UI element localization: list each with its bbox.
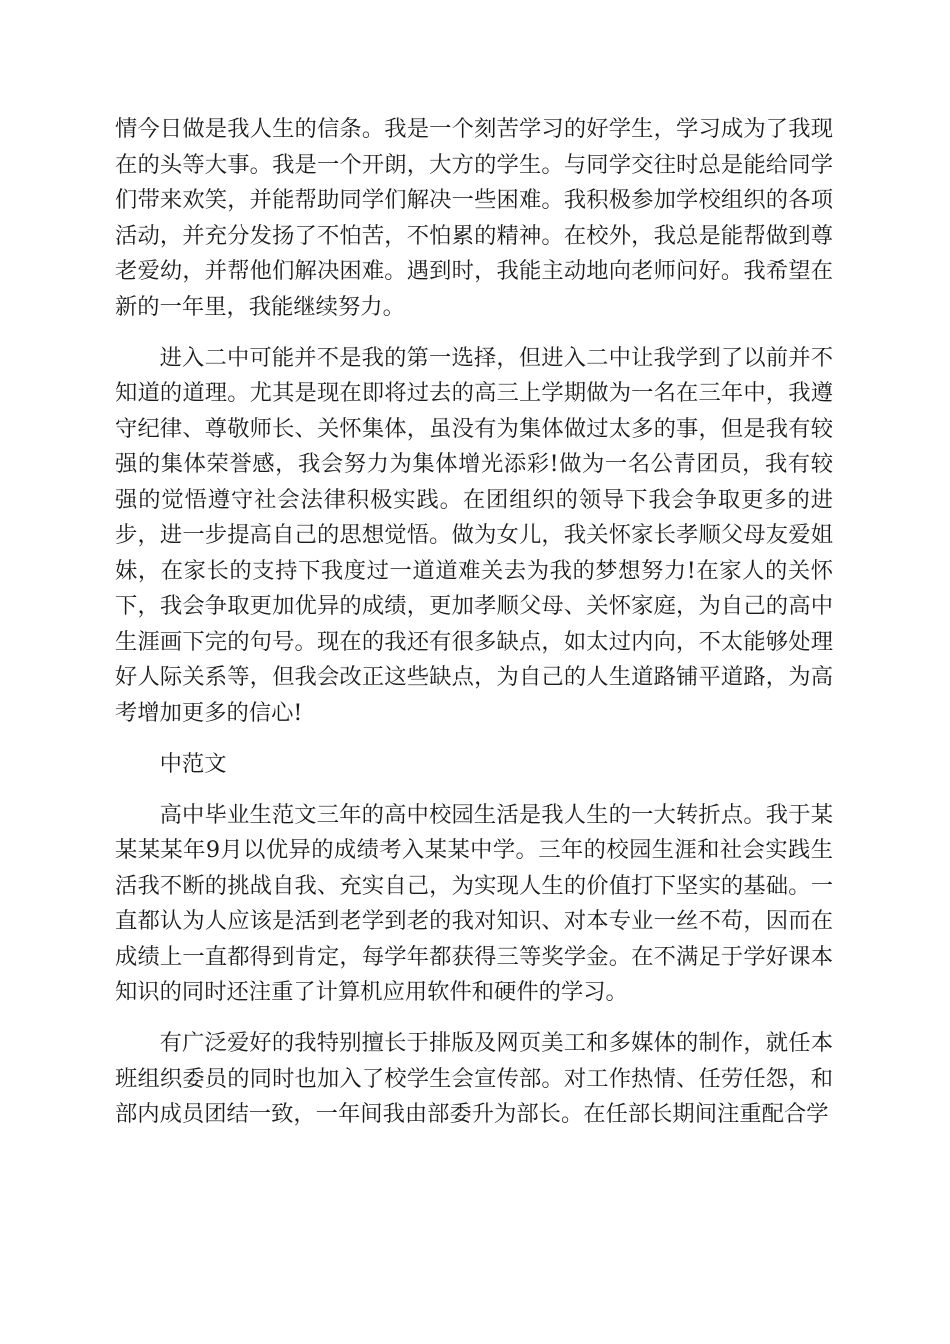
paragraph-second-school: 进入二中可能并不是我的第一选择，但进入二中让我学到了以前并不知道的道理。尤其是现在即将过去的高三上学期做为一名在三年中，我遵守纪律、尊敬师长、关怀集体，虽没有为集体做过太多的事，但是我有较强的集体荣誉感，我会努力为集体增光添彩!做为一名公青团员，我有较强的觉悟遵守社会法律积极实践。在团组织的领导下我会争取更多的进步，进一步提高自己的思想觉悟。做为女儿，我关怀家长孝顺父母友爱姐妹，在家长的支持下我度过一道道难关去为我的梦想努力!在家人的关怀下，我会争取更加优异的成绩，更加孝顺父母、关怀家庭，为自己的高中生涯画下完的句号。现在的我还有很多缺点，如太过内向，不太能够处理好人际关系等，但我会改正这些缺点，为自己的人生道路铺平道路，为高考增加更多的信心!: [115, 344, 833, 726]
paragraph-continuation: 情今日做是我人生的信条。我是一个刻苦学习的好学生，学习成为了我现在的头等大事。我是一个开朗，大方的学生。与同学交往时总是能给同学们带来欢笑，并能帮助同学们解决一些困难。我积极参加学校组织的各项活动，并充分发扬了不怕苦，不怕累的精神。在校外，我总是能帮做到尊老爱幼，并帮他们解决困难。遇到时，我能主动地向老师问好。我希望在新的一年里，我能继续努力。: [115, 116, 833, 320]
paragraph-graduate-sample: 高中毕业生范文三年的高中校园生活是我人生的一大转折点。我于某某某某年9月以优异的成绩考入某某中学。三年的校园生涯和社会实践生活我不断的挑战自我、充实自己，为实现人生的价值打下坚实的基础。一直都认为人应该是活到老学到老的我对知识、对本专业一丝不苟，因而在成绩上一直都得到肯定，每学年都获得三等奖学金。在不满足于学好课本知识的同时还注重了计算机应用软件和硬件的学习。: [115, 801, 833, 1005]
section-heading: 中范文: [159, 750, 227, 777]
paragraph-hobbies: 有广泛爱好的我特别擅长于排版及网页美工和多媒体的制作，就任本班组织委员的同时也加入了校学生会宣传部。对工作热情、任劳任怨，和部内成员团结一致，一年间我由部委升为部长。在任部长期间注重配合学: [115, 1030, 833, 1127]
document-page: [115, 112, 833, 1148]
